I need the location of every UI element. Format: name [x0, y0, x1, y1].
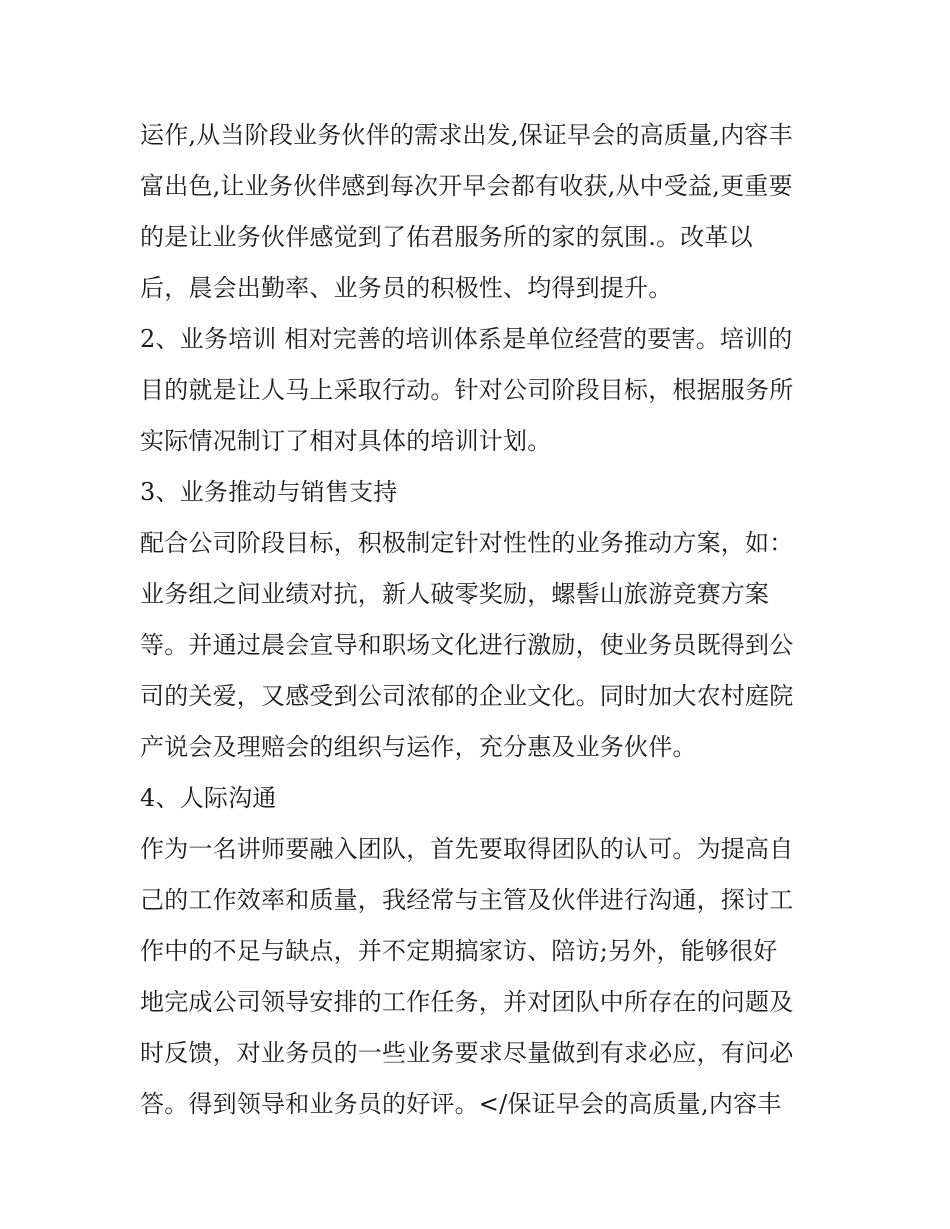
text-line-18: 地完成公司领导安排的工作任务，并对团队中所存在的问题及 [140, 988, 794, 1016]
document-body [140, 110, 820, 1130]
text-line-10: 业务组之间业绩对抗，新人破零奖励，螺髻山旅游竞赛方案 [140, 580, 770, 608]
text-line-17: 作中的不足与缺点，并不定期搞家访、陪访;另外，能够很好 [140, 937, 778, 965]
text-line-7: 实际情况制订了相对具体的培训计划。 [140, 427, 552, 455]
text-line-2: 富出色,让业务伙伴感到每次开早会都有收获,从中受益,更重要 [140, 172, 793, 200]
text-line-20: 答。得到领导和业务员的好评。</保证早会的高质量,内容丰 [140, 1090, 782, 1118]
text-line-9: 配合公司阶段目标，积极制定针对性性的业务推动方案，如： [140, 529, 794, 557]
text-line-3: 的是让业务伙伴感觉到了佑君服务所的家的氛围.。改革以 [140, 223, 753, 251]
text-line-12: 司的关爱，又感受到公司浓郁的企业文化。同时加大农村庭院 [140, 682, 794, 710]
text-line-4: 后，晨会出勤率、业务员的积极性、均得到提升。 [140, 274, 673, 302]
text-line-19: 时反馈，对业务员的一些业务要求尽量做到有求必应，有问必 [140, 1039, 794, 1067]
text-line-13: 产说会及理赔会的组织与运作，充分惠及业务伙伴。 [140, 733, 697, 761]
text-line-11: 等。并通过晨会宣导和职场文化进行激励，使业务员既得到公 [140, 631, 794, 659]
text-line-14: 4、人际沟通 [140, 784, 277, 812]
text-line-8: 3、业务推动与销售支持 [140, 478, 398, 506]
text-line-15: 作为一名讲师要融入团队，首先要取得团队的认可。为提高自 [140, 835, 794, 863]
text-line-6: 目的就是让人马上采取行动。针对公司阶段目标，根据服务所 [140, 376, 794, 404]
text-line-16: 己的工作效率和质量，我经常与主管及伙伴进行沟通，探讨工 [140, 886, 794, 914]
text-line-5: 2、业务培训 相对完善的培训体系是单位经营的要害。培训的 [140, 325, 793, 353]
text-line-1: 运作,从当阶段业务伙伴的需求出发,保证早会的高质量,内容丰 [140, 121, 793, 149]
